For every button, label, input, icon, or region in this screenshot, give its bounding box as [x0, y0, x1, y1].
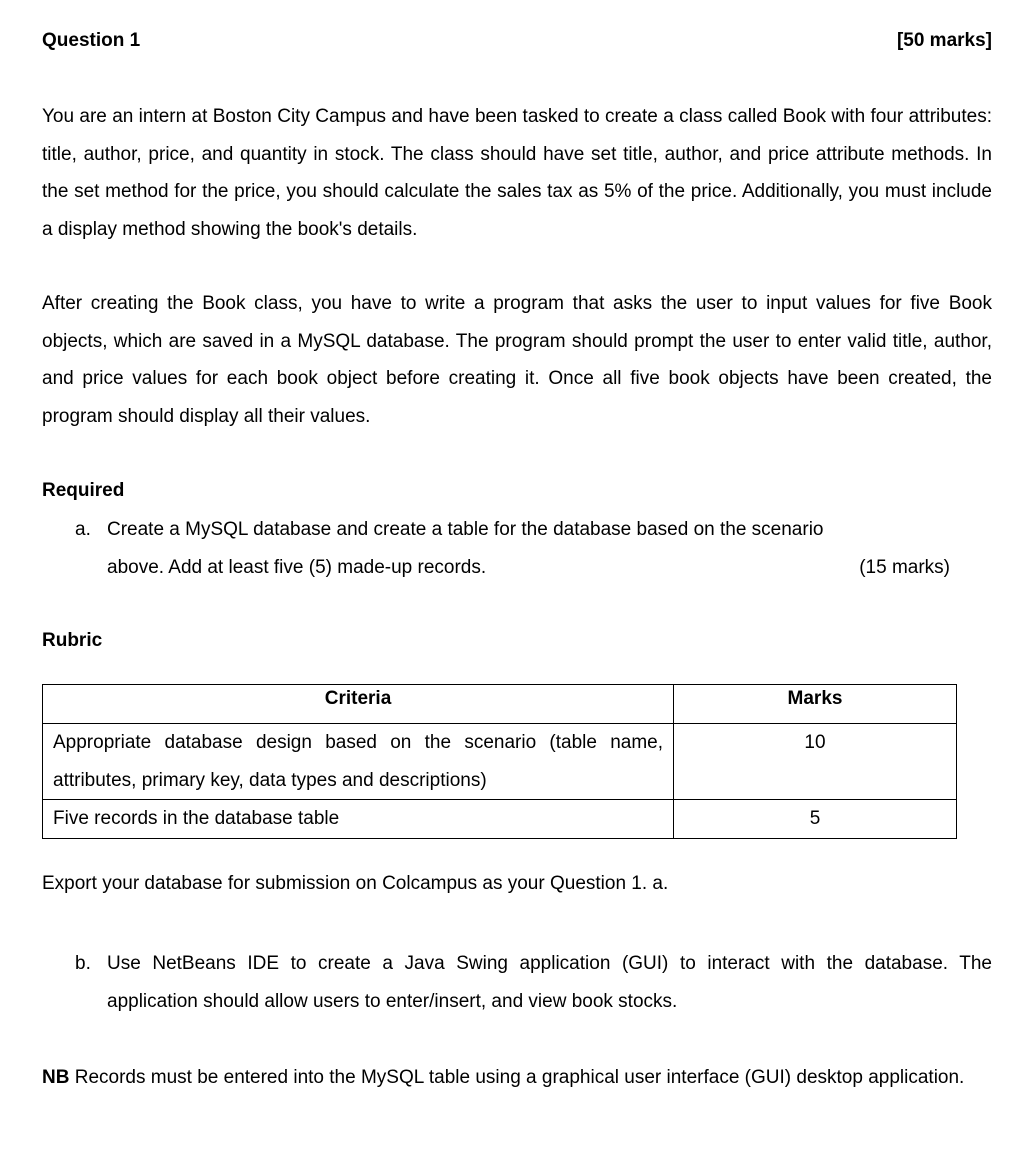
rubric-marks-cell: 5 [674, 800, 957, 839]
table-row [43, 724, 957, 800]
item-a-line-2: above. Add at least five (5) made-up records. [107, 557, 487, 578]
nb-label: NB [42, 1067, 70, 1088]
rubric-criteria-cell: Five records in the database table [43, 800, 674, 839]
rubric-header-marks: Marks [674, 685, 957, 724]
item-a-line-1: Create a MySQL database and create a table for the database based on the scenario [107, 519, 824, 540]
rubric-header-criteria: Criteria [43, 685, 674, 724]
rubric-marks-cell: 10 [674, 724, 957, 800]
nb-text: Records must be entered into the MySQL table using a graphical user interface (GUI) desktop application. [74, 1067, 965, 1088]
table-row [43, 800, 957, 839]
item-a-marks: (15 marks) [859, 557, 950, 578]
rubric-criteria-cell: Appropriate database design based on the scenario (table name, attributes, primary key, data types and descriptions) [43, 724, 674, 800]
item-b-text: Use NetBeans IDE to create a Java Swing application (GUI) to interact with the database. The application should allow users to enter/insert, and view book stocks. [107, 953, 992, 1012]
rubric-heading: Rubric [42, 630, 103, 651]
export-note: Export your database for submission on Colcampus as your Question 1. a. [42, 873, 669, 894]
rubric-table [42, 684, 957, 839]
scenario-paragraph-2: After creating the Book class, you have to write a program that asks the user to input values for five Book objects, which are saved in a MySQL database. The program should prompt the user to enter valid title, author, and price values for each book object before creating it. Once all five book objects have been created, the program should display all their values. [42, 293, 992, 427]
question-marks: [50 marks] [896, 30, 992, 51]
question-header [42, 30, 992, 56]
required-heading: Required [42, 480, 125, 501]
item-a-marker: a. [75, 519, 91, 540]
nb-note [42, 1059, 992, 1097]
item-b-marker: b. [75, 953, 91, 974]
scenario-paragraph-1: You are an intern at Boston City Campus and have been tasked to create a class called Book with four attributes: title, author, price, and quantity in stock. The class should have set title, author, and price attribute methods. In the set method for the price, you should calculate the sales tax as 5% of the price. Additionally, you must include a display method showing the book's details. [42, 106, 992, 240]
question-title: Question 1 [42, 30, 141, 51]
